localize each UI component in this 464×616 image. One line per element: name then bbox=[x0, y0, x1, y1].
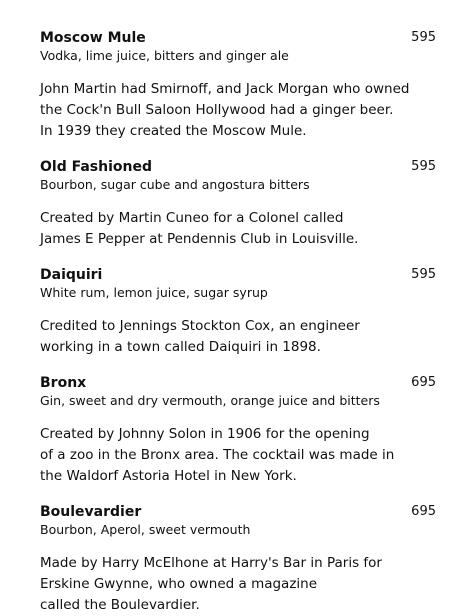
menu-item-old-fashioned bbox=[40, 158, 436, 250]
cocktail-menu bbox=[40, 29, 436, 616]
item-story: John Martin had Smirnoff, and Jack Morgan who owned the Cock'n Bull Saloon Hollywood had a ginger beer. In 1939 they created the Moscow Mule. bbox=[40, 81, 410, 139]
item-price: 695 bbox=[411, 504, 436, 519]
item-story: Credited to Jennings Stockton Cox, an engineer working in a town called Daiquiri in 1898. bbox=[40, 318, 360, 355]
item-ingredients: Bourbon, Aperol, sweet vermouth bbox=[40, 522, 251, 537]
item-ingredients: Bourbon, sugar cube and angostura bitters bbox=[40, 177, 310, 192]
menu-item-moscow-mule bbox=[40, 29, 436, 142]
item-name: Daiquiri bbox=[40, 267, 103, 283]
item-story: Created by Johnny Solon in 1906 for the opening of a zoo in the Bronx area. The cocktail was made in the Waldorf Astoria Hotel in New York. bbox=[40, 426, 395, 484]
item-price: 595 bbox=[411, 267, 436, 282]
item-story: Created by Martin Cuneo for a Colonel called James E Pepper at Pendennis Club in Louisville. bbox=[40, 210, 359, 247]
menu-item-bronx bbox=[40, 374, 436, 487]
item-ingredients: Gin, sweet and dry vermouth, orange juice and bitters bbox=[40, 393, 380, 408]
item-price: 595 bbox=[411, 159, 436, 174]
item-name: Boulevardier bbox=[40, 504, 142, 520]
item-story: Made by Harry McElhone at Harry's Bar in Paris for Erskine Gwynne, who owned a magazine called the Boulevardier. bbox=[40, 555, 382, 613]
item-price: 695 bbox=[411, 375, 436, 390]
item-name: Bronx bbox=[40, 375, 87, 391]
menu-item-boulevardier bbox=[40, 503, 436, 616]
item-ingredients: Vodka, lime juice, bitters and ginger ale bbox=[40, 48, 289, 63]
item-price: 595 bbox=[411, 30, 436, 45]
menu-item-daiquiri bbox=[40, 266, 436, 358]
item-ingredients: White rum, lemon juice, sugar syrup bbox=[40, 285, 268, 300]
item-name: Moscow Mule bbox=[40, 30, 146, 46]
item-name: Old Fashioned bbox=[40, 159, 152, 175]
